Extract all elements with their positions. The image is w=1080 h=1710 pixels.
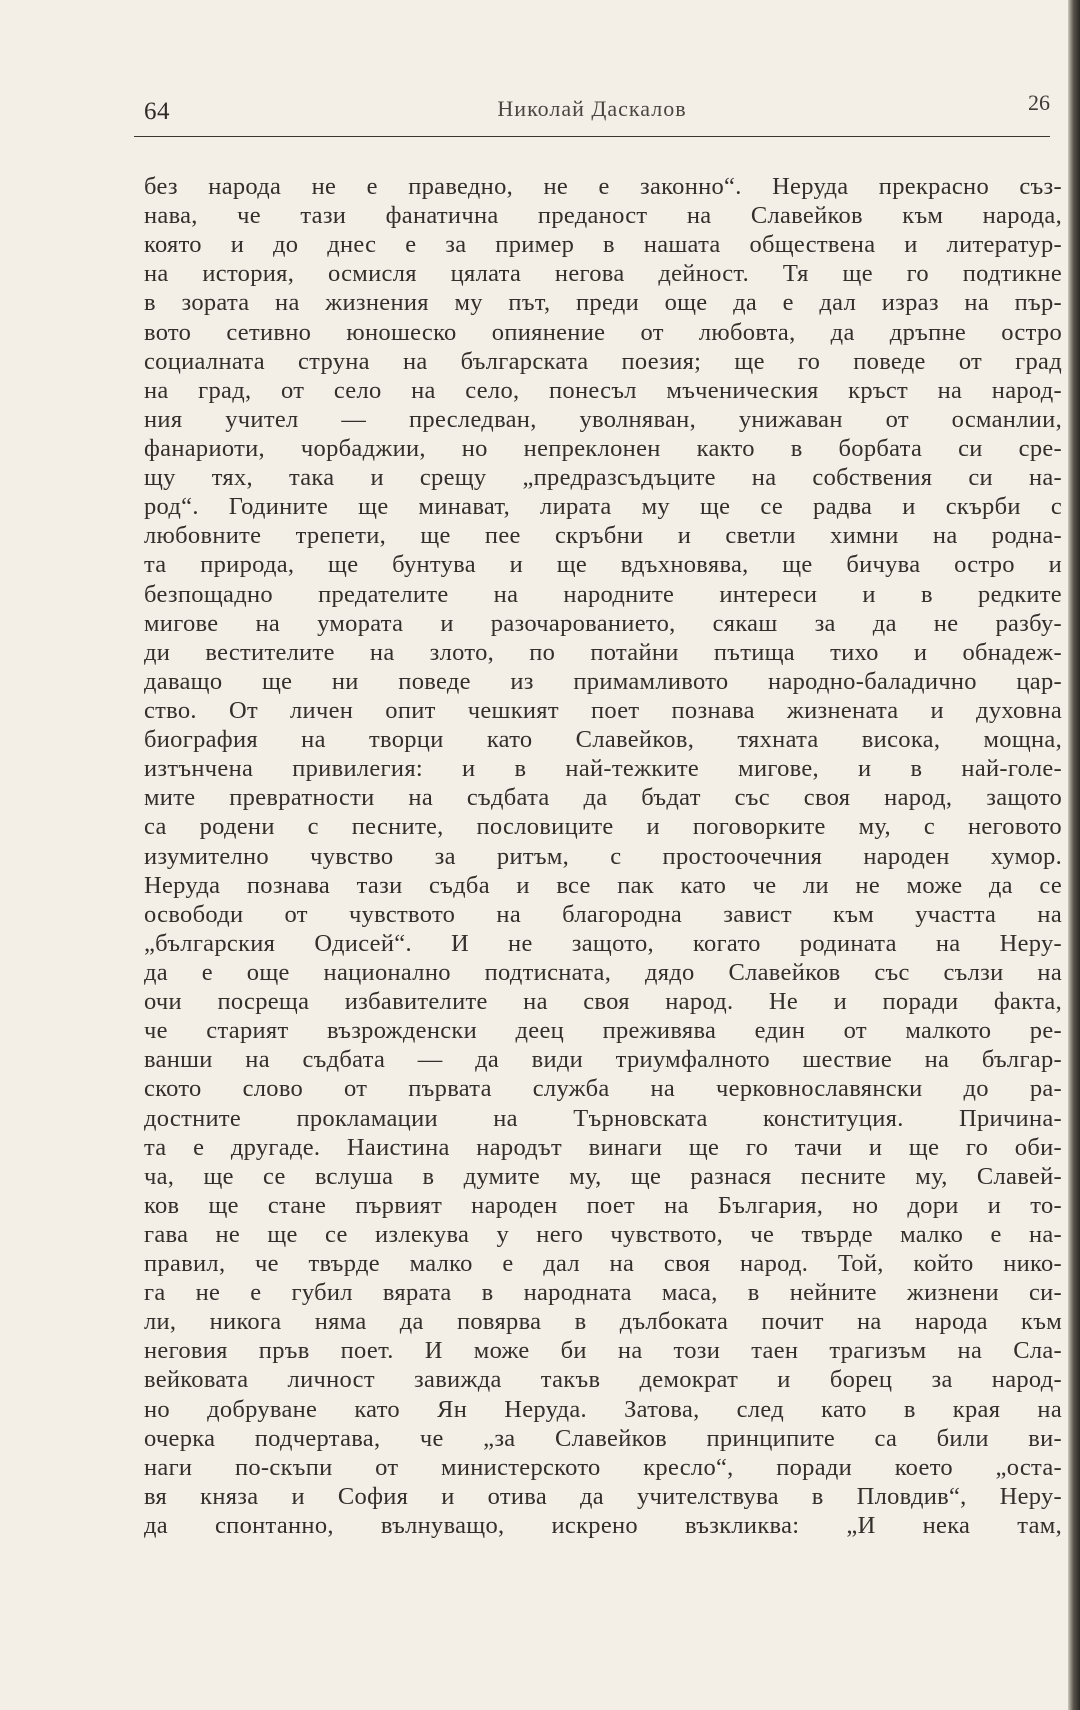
text-line: гава не ще се излекува у него чувството, че твърде малко е на- — [144, 1220, 1062, 1248]
body-text — [144, 172, 1062, 1540]
text-line: неговия пръв поет. И може би на този таен трагизъм на Сла- — [144, 1337, 1062, 1365]
text-line: ли, никога няма да повярва в дълбоката почит на народа към — [144, 1308, 1062, 1336]
text-line: очерка подчертава, че „за Славейков принципите са били ви- — [144, 1424, 1062, 1452]
text-line: да е още национално подтисната, дядо Славейков със сълзи на — [144, 958, 1062, 986]
text-line: вото сетивно юношеско опиянение от любовта, да дръпне остро — [144, 318, 1062, 346]
text-line: ското слово от първата служба на черковнославянски до ра- — [144, 1075, 1062, 1103]
text-line: та е другаде. Наистина народът винаги ще го тачи и ще го оби- — [144, 1133, 1062, 1161]
book-spine-edge — [1068, 0, 1080, 1710]
text-line: в зората на жизнения му път, преди още да е дал израз на пър- — [144, 289, 1062, 317]
text-line: та природа, ще бунтува и ще вдъхновява, ще бичува остро и — [144, 551, 1062, 579]
page-header — [134, 88, 1050, 132]
text-line: мите превратности на съдбата да бъдат със своя народ, защото — [144, 784, 1062, 812]
text-line: ния учител — преследван, уволняван, унижаван от османлии, — [144, 405, 1062, 433]
text-line: безпощадно предателите на народните интереси и в редките — [144, 580, 1062, 608]
text-line: достните прокламации на Търновската конституция. Причина- — [144, 1104, 1062, 1132]
text-line: че старият възрожденски деец преживява един от малкото ре- — [144, 1017, 1062, 1045]
text-line: изтънчена привилегия: и в най-тежките мигове, и в най-голе- — [144, 755, 1062, 783]
text-line: на град, от село на село, понесъл мъченическия кръст на народ- — [144, 376, 1062, 404]
text-line: Неруда познава тази съдба и все пак като че ли не може да се — [144, 871, 1062, 899]
page-number: 64 — [144, 98, 170, 125]
text-line: фанариоти, чорбаджии, но непреклонен както в борбата си сре- — [144, 434, 1062, 462]
text-line: мигове на умората и разочарованието, сякаш за да не разбу- — [144, 609, 1062, 637]
text-line: на история, осмисля цялата негова дейност. Тя ще го подтикне — [144, 260, 1062, 288]
text-line: биография на творци като Славейков, тяхната висока, мощна, — [144, 726, 1062, 754]
text-line: но добруване като Ян Неруда. Затова, след като в края на — [144, 1395, 1062, 1423]
text-line: са родени с песните, пословиците и поговорките му, с неговото — [144, 813, 1062, 841]
text-line: която и до днес е за пример в нашата обществена и литератур- — [144, 231, 1062, 259]
text-line: изумително чувство за ритъм, с простоочечния народен хумор. — [144, 842, 1062, 870]
text-line: ча, ще се вслуша в думите му, ще разнася песните му, Славей- — [144, 1162, 1062, 1190]
text-line: ди вестителите на злото, по потайни пътища тихо и обнадеж- — [144, 638, 1062, 666]
text-line: да спонтанно, вълнуващо, искрено възкликва: „И нека там, — [144, 1512, 1062, 1540]
text-line: „българския Одисей“. И не защото, когато родината на Неру- — [144, 929, 1062, 957]
sheet-number: 26 — [1028, 90, 1050, 115]
running-title: Николай Даскалов — [497, 96, 687, 121]
text-line: род“. Годините ще минават, лирата му ще се радва и скърби с — [144, 493, 1062, 521]
text-line: наги по-скъпи от министерското кресло“, поради което „оста- — [144, 1453, 1062, 1481]
text-line: социалната струна на българската поезия; ще го поведе от град — [144, 347, 1062, 375]
header-rule — [134, 136, 1050, 137]
text-line: вейковата личност завижда такъв демократ и борец за народ- — [144, 1366, 1062, 1394]
text-line: правил, че твърде малко е дал на своя народ. Той, който нико- — [144, 1250, 1062, 1278]
text-line: ванши на съдбата — да види триумфалното шествие на българ- — [144, 1046, 1062, 1074]
text-line: га не е губил вярата в народната маса, в нейните жизнени си- — [144, 1279, 1062, 1307]
text-line: освободи от чувството на благородна завист към участта на — [144, 900, 1062, 928]
text-line: щу тях, така и срещу „предразсъдъците на собствения си на- — [144, 464, 1062, 492]
text-line: без народа не е праведно, не е законно“. Неруда прекрасно съз- — [144, 173, 1062, 200]
text-line: любовните трепети, ще пее скръбни и светли химни на родна- — [144, 522, 1062, 550]
text-line: очи посреща избавителите на своя народ. Не и поради факта, — [144, 988, 1062, 1016]
text-line: даващо ще ни поведе из примамливото народно-баладично цар- — [144, 667, 1062, 695]
text-line: ков ще стане първият народен поет на България, но дори и то- — [144, 1191, 1062, 1219]
text-line: вя княза и София и отива да учителствува в Пловдив“, Неру- — [144, 1482, 1062, 1510]
text-line: нава, че тази фанатична преданост на Славейков към народа, — [144, 202, 1062, 230]
text-line: ство. От личен опит чешкият поет познава жизнената и духовна — [144, 696, 1062, 724]
